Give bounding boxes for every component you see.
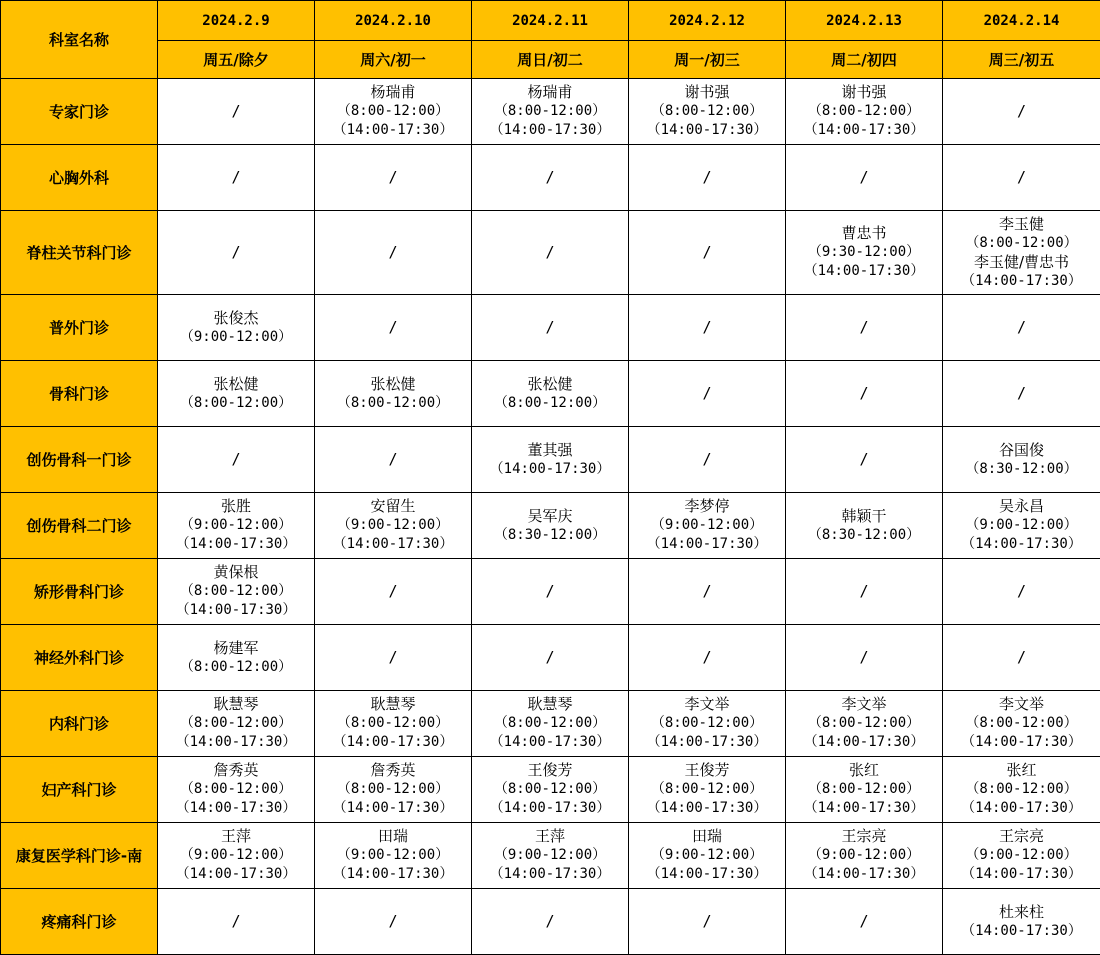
no-clinic-mark: / (388, 243, 398, 261)
no-clinic-mark: / (231, 243, 241, 261)
clinic-hours: （8:00-12:00） (965, 781, 1078, 797)
schedule-cell (629, 559, 786, 625)
schedule-cell (786, 361, 943, 427)
schedule-cell (629, 79, 786, 145)
clinic-hours: （14:00-17:30） (961, 866, 1082, 882)
schedule-cell (629, 211, 786, 295)
clinic-hours: （8:30-12:00） (965, 460, 1078, 477)
no-clinic-mark: / (1016, 648, 1027, 666)
clinic-hours: （9:00-12:00） (807, 847, 921, 863)
table-row (1, 625, 1100, 691)
no-clinic-mark: / (1016, 384, 1027, 402)
no-clinic-mark: / (1016, 102, 1027, 120)
table-row (1, 79, 1100, 145)
schedule-cell (158, 361, 315, 427)
schedule-cell (786, 145, 943, 211)
schedule-cell (472, 559, 629, 625)
no-clinic-mark: / (859, 168, 869, 186)
schedule-cell (943, 823, 1100, 889)
no-clinic-mark: / (231, 450, 241, 468)
clinic-hours: （8:00-12:00） (493, 394, 607, 411)
no-clinic-mark: / (702, 582, 712, 600)
schedule-cell (315, 889, 472, 955)
no-clinic-mark: / (702, 243, 712, 261)
schedule-cell (315, 145, 472, 211)
schedule-cell (158, 427, 315, 493)
weekday-header: 周五/除夕 (158, 41, 315, 79)
schedule-cell (943, 145, 1100, 211)
clinic-hours: （14:00-17:30） (489, 460, 611, 477)
clinic-hours: （14:00-17:30） (646, 800, 768, 816)
doctor-name: 李文举 (841, 695, 887, 713)
schedule-cell (629, 757, 786, 823)
schedule-cell (629, 889, 786, 955)
schedule-cell (629, 427, 786, 493)
no-clinic-mark: / (859, 912, 869, 930)
date-header: 2024.2.12 (629, 1, 786, 41)
doctor-name: 李梦停 (684, 497, 730, 515)
schedule-cell (629, 145, 786, 211)
doctor-name: 谷国俊 (998, 440, 1044, 459)
no-clinic-mark: / (859, 582, 869, 600)
schedule-cell (472, 493, 629, 559)
clinic-hours: （9:30-12:00） (807, 244, 921, 260)
weekday-header-row (1, 41, 1100, 79)
department-name: 神经外科门诊 (1, 625, 158, 691)
doctor-name: 耿慧琴 (527, 695, 573, 713)
schedule-cell (158, 493, 315, 559)
doctor-name: 张红 (848, 761, 879, 779)
doctor-name: 王萍 (534, 827, 565, 845)
schedule-cell (315, 757, 472, 823)
no-clinic-mark: / (859, 318, 869, 336)
clinic-hours: （8:00-12:00） (336, 715, 450, 731)
no-clinic-mark: / (388, 168, 398, 186)
clinic-hours: （14:00-17:30） (332, 800, 454, 816)
no-clinic-mark: / (231, 912, 241, 930)
clinic-hours: （8:30-12:00） (807, 526, 921, 543)
schedule-cell (943, 559, 1100, 625)
doctor-name: 杨建军 (213, 638, 259, 657)
clinic-hours: （9:00-12:00） (965, 847, 1078, 863)
clinic-hours: （14:00-17:30） (175, 866, 297, 882)
schedule-cell (472, 823, 629, 889)
schedule-cell (786, 889, 943, 955)
schedule-cell (472, 295, 629, 361)
schedule-cell (786, 427, 943, 493)
doctor-name: 曹忠书 (841, 224, 887, 242)
clinic-hours: （14:00-17:30） (646, 536, 768, 552)
weekday-header: 周二/初四 (786, 41, 943, 79)
no-clinic-mark: / (859, 384, 869, 402)
schedule-header (1, 1, 1100, 79)
no-clinic-mark: / (388, 450, 398, 468)
no-clinic-mark: / (702, 450, 712, 468)
date-header: 2024.2.9 (158, 1, 315, 41)
table-row (1, 427, 1100, 493)
schedule-cell (315, 427, 472, 493)
clinic-hours: （8:00-12:00） (179, 781, 293, 797)
doctor-name: 韩颖干 (841, 506, 887, 525)
no-clinic-mark: / (702, 168, 712, 186)
schedule-cell (786, 625, 943, 691)
schedule-cell (943, 889, 1100, 955)
no-clinic-mark: / (545, 582, 555, 600)
schedule-cell (472, 361, 629, 427)
schedule-cell (315, 361, 472, 427)
date-header: 2024.2.14 (943, 1, 1100, 41)
no-clinic-mark: / (388, 912, 398, 930)
doctor-name: 田瑞 (377, 827, 408, 845)
clinic-hours: （14:00-17:30） (332, 122, 454, 138)
no-clinic-mark: / (231, 102, 241, 120)
schedule-cell (943, 427, 1100, 493)
schedule-body (1, 79, 1100, 955)
no-clinic-mark: / (545, 243, 555, 261)
doctor-name: 张胜 (220, 497, 251, 515)
schedule-cell (786, 211, 943, 295)
date-header-row (1, 1, 1100, 41)
doctor-name: 李玉健/曹忠书 (973, 252, 1070, 271)
clinic-hours: （14:00-17:30） (175, 734, 297, 750)
department-name: 内科门诊 (1, 691, 158, 757)
department-name: 脊柱关节科门诊 (1, 211, 158, 295)
no-clinic-mark: / (388, 318, 398, 336)
schedule-cell (943, 295, 1100, 361)
doctor-name: 耿慧琴 (213, 695, 259, 713)
doctor-name: 杨瑞甫 (527, 83, 573, 101)
schedule-cell (158, 79, 315, 145)
schedule-cell (629, 625, 786, 691)
doctor-name: 吴军庆 (527, 506, 573, 525)
clinic-hours: （8:00-12:00） (179, 715, 293, 731)
no-clinic-mark: / (859, 648, 869, 666)
clinic-hours: （8:00-12:00） (807, 103, 921, 119)
table-row (1, 889, 1100, 955)
schedule-cell (943, 211, 1100, 295)
schedule-cell (943, 757, 1100, 823)
no-clinic-mark: / (702, 318, 712, 336)
schedule-cell (786, 691, 943, 757)
weekday-header: 周一/初三 (629, 41, 786, 79)
schedule-cell (315, 823, 472, 889)
clinic-hours: （9:00-12:00） (179, 517, 293, 533)
department-name: 心胸外科 (1, 145, 158, 211)
schedule-cell (472, 691, 629, 757)
schedule-cell (786, 559, 943, 625)
schedule-cell (786, 79, 943, 145)
clinic-hours: （14:00-17:30） (803, 866, 925, 882)
schedule-cell (315, 625, 472, 691)
clinic-hours: （8:00-12:00） (493, 781, 607, 797)
clinic-hours: （14:00-17:30） (803, 800, 925, 816)
schedule-cell (472, 889, 629, 955)
clinic-hours: （9:00-12:00） (650, 847, 764, 863)
table-row (1, 823, 1100, 889)
clinic-hours: （14:00-17:30） (489, 734, 611, 750)
table-row (1, 211, 1100, 295)
doctor-name: 詹秀英 (370, 761, 416, 779)
schedule-cell (472, 145, 629, 211)
schedule-cell (629, 691, 786, 757)
clinic-hours: （14:00-17:30） (961, 734, 1082, 750)
no-clinic-mark: / (545, 168, 555, 186)
clinic-hours: （8:30-12:00） (493, 526, 607, 543)
schedule-cell (315, 559, 472, 625)
doctor-name: 杜来柱 (998, 902, 1044, 921)
clinic-hours: （9:00-12:00） (650, 517, 764, 533)
clinic-hours: （9:00-12:00） (493, 847, 607, 863)
schedule-cell (943, 361, 1100, 427)
schedule-cell (629, 823, 786, 889)
department-name: 骨科门诊 (1, 361, 158, 427)
schedule-cell (315, 79, 472, 145)
schedule-cell (472, 211, 629, 295)
doctor-name: 李文举 (998, 695, 1044, 713)
no-clinic-mark: / (545, 648, 555, 666)
schedule-cell (786, 757, 943, 823)
department-name: 创伤骨科一门诊 (1, 427, 158, 493)
no-clinic-mark: / (545, 912, 555, 930)
clinic-hours: （8:00-12:00） (179, 583, 293, 599)
clinic-hours: （14:00-17:30） (175, 800, 297, 816)
clinic-hours: （8:00-12:00） (807, 715, 921, 731)
clinic-hours: （14:00-17:30） (961, 536, 1082, 552)
no-clinic-mark: / (1016, 168, 1027, 186)
doctor-name: 吴永昌 (998, 497, 1044, 515)
clinic-hours: （14:00-17:30） (332, 734, 454, 750)
no-clinic-mark: / (702, 384, 712, 402)
schedule-cell (786, 823, 943, 889)
doctor-name: 王宗亮 (998, 827, 1044, 845)
schedule-cell (158, 295, 315, 361)
clinic-hours: （14:00-17:30） (332, 866, 454, 882)
no-clinic-mark: / (1016, 582, 1027, 600)
clinic-hours: （14:00-17:30） (803, 122, 925, 138)
schedule-cell (943, 625, 1100, 691)
clinic-hours: （8:00-12:00） (807, 781, 921, 797)
doctor-name: 李文举 (684, 695, 730, 713)
no-clinic-mark: / (1016, 318, 1027, 336)
clinic-hours: （9:00-12:00） (179, 847, 293, 863)
schedule-cell (786, 295, 943, 361)
table-row (1, 145, 1100, 211)
schedule-cell (315, 211, 472, 295)
clinic-hours: （14:00-17:30） (646, 122, 768, 138)
doctor-name: 张松健 (213, 374, 259, 393)
clinic-hours: （9:00-12:00） (965, 517, 1078, 533)
doctor-name: 王俊芳 (527, 761, 573, 779)
schedule-cell (943, 493, 1100, 559)
department-name: 妇产科门诊 (1, 757, 158, 823)
doctor-name: 黄保根 (213, 563, 259, 581)
clinic-hours: （8:00-12:00） (336, 394, 450, 411)
doctor-name: 田瑞 (691, 827, 722, 845)
clinic-hours: （14:00-17:30） (961, 272, 1082, 289)
schedule-cell (158, 559, 315, 625)
schedule-cell (158, 211, 315, 295)
clinic-hours: （8:00-12:00） (493, 715, 607, 731)
department-name: 疼痛科门诊 (1, 889, 158, 955)
schedule-cell (158, 823, 315, 889)
schedule-cell (472, 79, 629, 145)
no-clinic-mark: / (702, 912, 712, 930)
schedule-cell (158, 625, 315, 691)
clinic-hours: （14:00-17:30） (961, 800, 1082, 816)
clinic-hours: （14:00-17:30） (803, 734, 925, 750)
schedule-cell (158, 757, 315, 823)
clinic-hours: （9:00-12:00） (336, 517, 450, 533)
schedule-cell (315, 691, 472, 757)
department-name: 矫形骨科门诊 (1, 559, 158, 625)
department-name: 创伤骨科二门诊 (1, 493, 158, 559)
table-row (1, 295, 1100, 361)
doctor-name: 张松健 (527, 374, 573, 393)
doctor-name: 董其强 (527, 440, 573, 459)
doctor-name: 耿慧琴 (370, 695, 416, 713)
doctor-name: 王宗亮 (841, 827, 887, 845)
clinic-hours: （8:00-12:00） (650, 103, 764, 119)
schedule-cell (943, 691, 1100, 757)
schedule-cell (943, 79, 1100, 145)
weekday-header: 周日/初二 (472, 41, 629, 79)
clinic-hours: （8:00-12:00） (336, 781, 450, 797)
department-name: 康复医学科门诊-南 (1, 823, 158, 889)
clinic-hours: （14:00-17:30） (489, 866, 611, 882)
doctor-name: 谢书强 (684, 83, 730, 101)
clinic-hours: （9:00-12:00） (179, 328, 293, 345)
table-row (1, 361, 1100, 427)
clinic-hours: （8:00-12:00） (336, 103, 450, 119)
doctor-name: 张松健 (370, 374, 416, 393)
doctor-name: 李玉健 (998, 214, 1044, 233)
clinic-hours: （14:00-17:30） (646, 734, 768, 750)
weekday-header: 周三/初五 (943, 41, 1100, 79)
clinic-hours: （14:00-17:30） (489, 122, 611, 138)
no-clinic-mark: / (231, 168, 241, 186)
no-clinic-mark: / (859, 450, 869, 468)
date-header: 2024.2.10 (315, 1, 472, 41)
schedule-cell (315, 493, 472, 559)
schedule-cell (158, 691, 315, 757)
date-header: 2024.2.13 (786, 1, 943, 41)
no-clinic-mark: / (388, 582, 398, 600)
clinic-hours: （14:00-17:30） (646, 866, 768, 882)
department-name: 专家门诊 (1, 79, 158, 145)
clinic-hours: （8:00-12:00） (650, 781, 764, 797)
table-row (1, 757, 1100, 823)
doctor-name: 詹秀英 (213, 761, 259, 779)
clinic-hours: （9:00-12:00） (336, 847, 450, 863)
schedule-cell (786, 493, 943, 559)
doctor-name: 张俊杰 (213, 308, 259, 327)
schedule-cell (158, 145, 315, 211)
no-clinic-mark: / (545, 318, 555, 336)
table-row (1, 691, 1100, 757)
schedule-cell (629, 493, 786, 559)
doctor-name: 杨瑞甫 (370, 83, 416, 101)
clinic-hours: （8:00-12:00） (493, 103, 607, 119)
clinic-hours: （8:00-12:00） (965, 234, 1078, 251)
weekday-header: 周六/初一 (315, 41, 472, 79)
table-row (1, 493, 1100, 559)
doctor-name: 王萍 (220, 827, 251, 845)
clinic-hours: （14:00-17:30） (489, 800, 611, 816)
doctor-name: 安留生 (370, 497, 416, 515)
department-name-header: 科室名称 (1, 1, 158, 79)
schedule-cell (158, 889, 315, 955)
clinic-hours: （14:00-17:30） (175, 602, 297, 618)
doctor-name: 张红 (1006, 761, 1037, 779)
clinic-hours: （14:00-17:30） (332, 536, 454, 552)
schedule-cell (629, 295, 786, 361)
clinic-hours: （14:00-17:30） (175, 536, 297, 552)
schedule-cell (315, 295, 472, 361)
schedule-cell (472, 757, 629, 823)
table-row (1, 559, 1100, 625)
date-header: 2024.2.11 (472, 1, 629, 41)
schedule-cell (472, 625, 629, 691)
clinic-hours: （14:00-17:30） (961, 922, 1082, 939)
schedule-cell (472, 427, 629, 493)
clinic-hours: （14:00-17:30） (803, 263, 925, 279)
department-name: 普外门诊 (1, 295, 158, 361)
no-clinic-mark: / (388, 648, 398, 666)
clinic-hours: （8:00-12:00） (179, 394, 293, 411)
schedule-cell (629, 361, 786, 427)
clinic-hours: （8:00-12:00） (650, 715, 764, 731)
clinic-hours: （8:00-12:00） (965, 715, 1078, 731)
doctor-name: 谢书强 (841, 83, 887, 101)
clinic-hours: （8:00-12:00） (179, 658, 293, 675)
no-clinic-mark: / (702, 648, 712, 666)
doctor-name: 王俊芳 (684, 761, 730, 779)
